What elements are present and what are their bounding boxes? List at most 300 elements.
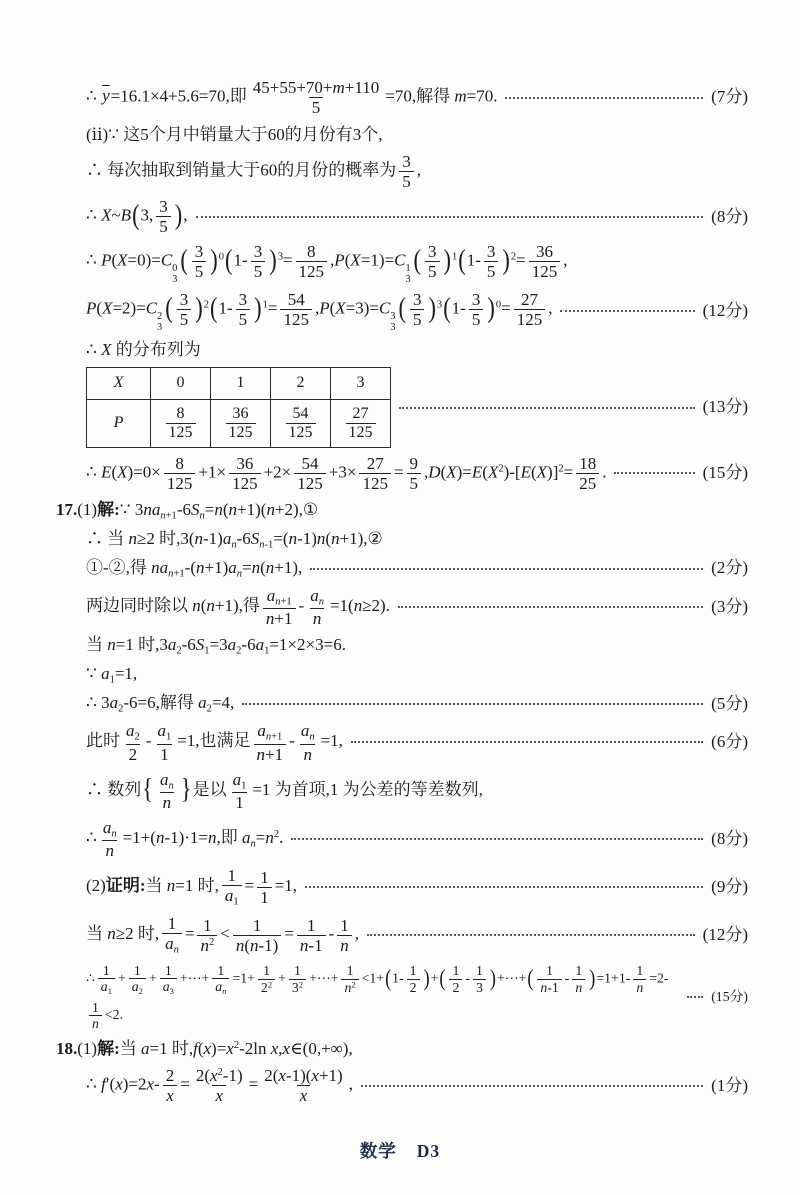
fraction <box>473 963 486 995</box>
math-text: 1 <box>217 962 225 978</box>
big-delimiter: ) <box>423 964 430 991</box>
score-label: (1分) <box>711 1075 748 1095</box>
score-label: (12分) <box>702 301 748 321</box>
subscript: 3 <box>405 274 411 286</box>
math-text: n <box>92 1016 99 1032</box>
denominator <box>280 309 312 329</box>
formula <box>86 240 568 286</box>
math-text: 1 <box>260 867 269 887</box>
denominator <box>309 97 324 117</box>
math-text: = <box>248 1074 259 1094</box>
solution-line <box>86 864 748 910</box>
denominator: 125 <box>346 423 376 442</box>
fraction <box>163 1066 178 1105</box>
table-wrap <box>86 365 391 450</box>
fraction <box>89 1000 102 1032</box>
math-text: 125 <box>166 473 193 493</box>
math-text: ①-②,得 na <box>86 557 169 577</box>
math-text: 2 <box>260 979 268 995</box>
fraction <box>233 916 282 955</box>
solution-line <box>86 336 748 363</box>
math-text: , <box>563 250 568 270</box>
denominator <box>129 978 146 996</box>
numerator <box>518 290 541 309</box>
math-text: a <box>266 586 276 605</box>
superscript: 2 <box>217 1067 223 1079</box>
solution-line <box>86 961 748 1034</box>
math-text: 5 <box>402 172 411 192</box>
fraction <box>469 290 484 329</box>
superscript: 2 <box>208 937 215 949</box>
math-text: 3 <box>159 197 168 217</box>
score-label: (8分) <box>711 206 748 226</box>
numerator <box>298 721 318 743</box>
subscript: n <box>173 945 179 957</box>
score-label: (15分) <box>702 463 748 483</box>
fraction <box>572 963 585 995</box>
math-text: 5 <box>253 262 263 282</box>
score-label: (3分) <box>711 597 748 617</box>
numerator <box>177 290 192 309</box>
fraction <box>129 963 146 996</box>
math-text: =4, <box>211 693 235 713</box>
math-text: , <box>354 924 359 944</box>
score-label: (7分) <box>711 87 748 107</box>
numerator <box>250 78 383 97</box>
denominator <box>294 473 326 493</box>
fraction <box>294 454 326 493</box>
denominator <box>449 979 462 995</box>
numerator <box>285 290 308 309</box>
denominator <box>537 979 561 995</box>
math-text: 1 <box>409 963 417 979</box>
math-text: a <box>300 721 310 741</box>
numerator <box>469 290 484 309</box>
math-text: - <box>298 596 305 616</box>
formula <box>86 634 346 657</box>
score-label: (13分) <box>702 397 748 417</box>
table-cell: 3 <box>331 368 391 400</box>
math-text: -6=6,解得 a <box>123 693 207 713</box>
formula <box>86 584 390 630</box>
math-text: a <box>310 586 319 605</box>
formula <box>86 768 483 814</box>
denominator <box>633 979 646 995</box>
math-text: =1(n≥2). <box>329 596 390 616</box>
table-cell <box>151 400 211 448</box>
math-text: 3 <box>471 290 481 310</box>
denominator <box>572 979 585 995</box>
math-text: - <box>564 970 570 986</box>
subscript: 1 <box>241 780 247 792</box>
bold-text: 解: <box>97 499 120 519</box>
superscript: 2 <box>351 978 356 989</box>
big-delimiter: ( <box>443 291 451 324</box>
denominator <box>407 979 420 995</box>
solution-line <box>86 288 748 334</box>
score-label: (8分) <box>711 828 748 848</box>
math-text: 3 <box>402 152 411 172</box>
math-text: =n(n+1)(n+2),① <box>204 499 319 519</box>
subscript: n <box>250 838 256 850</box>
math-text: =1×2×3=6. <box>269 635 346 655</box>
fraction <box>261 1066 346 1105</box>
math-text: =2- <box>649 970 669 986</box>
math-text: 125 <box>297 473 323 493</box>
denominator <box>484 261 499 281</box>
solution-line <box>86 240 748 286</box>
solution-line <box>86 1064 748 1107</box>
math-text: 此时 <box>86 731 120 751</box>
denominator <box>251 261 266 281</box>
superscript: 3 <box>390 310 396 322</box>
fraction <box>341 963 358 995</box>
math-text: 125 <box>232 473 258 493</box>
math-text: 1 <box>546 963 554 979</box>
math-text: 1 <box>235 792 244 812</box>
numerator <box>533 242 556 261</box>
math-text: n <box>303 744 312 764</box>
bold-text: 解: <box>97 1038 120 1058</box>
fraction <box>633 963 646 995</box>
numerator <box>543 963 556 978</box>
math-text: 1 <box>260 887 269 907</box>
fraction <box>296 242 328 281</box>
math-text: 1 <box>227 866 236 886</box>
binomial-indices <box>172 263 177 286</box>
math-text: n <box>312 609 322 629</box>
fraction <box>254 721 287 763</box>
math-text: 3 <box>475 979 483 995</box>
math-text: , <box>416 160 421 180</box>
fraction <box>337 916 352 955</box>
denominator: 125 <box>286 423 316 442</box>
math-text: ∵ a <box>86 664 110 684</box>
math-text: a <box>160 769 169 789</box>
numerator <box>261 1066 346 1085</box>
big-delimiter: ( <box>132 198 140 231</box>
superscript: 2 <box>157 310 163 322</box>
fraction <box>154 721 174 763</box>
fraction <box>164 454 196 493</box>
fraction <box>222 866 242 908</box>
subscript: n-1 <box>259 539 274 551</box>
math-text: a <box>215 979 223 995</box>
numerator <box>156 197 171 216</box>
math-text: a <box>100 979 108 995</box>
math-text: 5 <box>486 262 496 282</box>
math-text: 2(x-1)(x+1) <box>264 1066 343 1086</box>
numerator <box>192 242 207 261</box>
fraction <box>230 770 250 812</box>
math-text: -1) <box>222 1066 243 1086</box>
solution-line <box>86 768 748 814</box>
math-text: -(n+1)a <box>184 557 237 577</box>
math-text: 1 <box>203 915 212 935</box>
denominator <box>89 1015 102 1031</box>
fraction <box>529 242 561 281</box>
fraction <box>156 197 171 236</box>
fraction <box>307 586 327 628</box>
table-row <box>87 400 391 448</box>
big-delimiter: ( <box>209 291 218 324</box>
numerator <box>123 721 143 743</box>
big-delimiter: ) <box>269 243 277 276</box>
math-text: - <box>328 924 335 944</box>
solution-line <box>86 632 748 659</box>
formula <box>56 499 318 522</box>
math-text: a <box>257 721 266 741</box>
math-text: a <box>224 886 234 906</box>
math-text: - <box>465 970 470 986</box>
numerator <box>193 1066 246 1085</box>
math-text: 5 <box>409 473 419 493</box>
subscript: 2 <box>236 645 242 657</box>
table-cell: P <box>87 400 151 448</box>
math-text: <1+ <box>361 970 385 986</box>
fraction <box>410 290 425 329</box>
solution-line <box>56 1035 748 1062</box>
formula <box>86 816 283 862</box>
math-text: 5 <box>194 262 204 282</box>
math-text: =1, <box>274 876 298 896</box>
big-delimiter: ) <box>174 198 183 231</box>
numerator <box>154 721 174 743</box>
subscript: 1 <box>233 896 239 908</box>
dotted-leader <box>367 934 695 936</box>
solution-line <box>86 816 748 862</box>
denominator <box>289 979 306 995</box>
math-text: -6S <box>176 499 200 519</box>
dotted-leader <box>351 741 703 743</box>
denominator <box>425 261 440 281</box>
numerator <box>299 454 322 473</box>
subscript: n <box>168 780 174 792</box>
numerator <box>214 963 227 978</box>
math-text: 3 <box>238 290 248 310</box>
math-text: +⋯+ <box>179 970 210 986</box>
math-text: 9 <box>409 453 419 473</box>
superscript: 2 <box>267 978 273 989</box>
superscript: 3 <box>436 299 443 311</box>
fraction <box>346 405 376 442</box>
numerator <box>100 818 120 840</box>
numerator <box>291 963 304 978</box>
fraction <box>160 963 177 996</box>
dotted-leader <box>305 886 703 888</box>
math-text: n <box>344 979 352 995</box>
distribution-table <box>86 367 391 448</box>
bold-text: 18. <box>56 1038 78 1058</box>
superscript: 0 <box>495 299 502 311</box>
fraction <box>192 242 207 281</box>
dotted-leader <box>242 703 703 705</box>
numerator <box>449 963 462 978</box>
math-text: 1 <box>340 915 349 935</box>
denominator <box>126 744 141 764</box>
big-delimiter: } <box>180 772 192 805</box>
bold-text: 17. <box>56 499 78 519</box>
subscript: n+1 <box>265 731 283 743</box>
math-text: + <box>148 970 157 986</box>
numerator <box>364 454 387 473</box>
binomial-indices <box>157 311 162 334</box>
math-text: (ⅱ)∵ 这5个月中销量大于60的月份有3个, <box>86 124 383 144</box>
math-text: 2 <box>452 979 460 995</box>
superscript: 2 <box>510 251 517 263</box>
numerator: 8 <box>176 405 185 423</box>
math-text: 36 <box>536 242 554 262</box>
math-text: 5 <box>159 217 168 237</box>
math-text: =n <box>255 827 274 847</box>
math-text: 3 <box>412 290 422 310</box>
dotted-leader <box>505 97 703 99</box>
math-text: = <box>180 1074 190 1094</box>
superscript: 2 <box>203 299 209 311</box>
superscript: 2 <box>273 829 280 841</box>
numerator <box>484 242 499 261</box>
solution-line <box>86 912 748 958</box>
math-text: 54 <box>301 453 319 473</box>
math-text: , <box>183 205 188 225</box>
math-text: - <box>289 731 295 751</box>
fraction <box>229 454 261 493</box>
solution-line <box>86 195 748 238</box>
math-text: 3, <box>140 205 154 225</box>
fraction <box>251 242 266 281</box>
math-text: (1) <box>77 499 98 519</box>
math-text: 3 <box>253 242 263 262</box>
subscript: n <box>222 986 227 997</box>
math-text: 1 <box>160 744 169 764</box>
math-text: a <box>232 769 242 789</box>
fraction <box>280 290 312 329</box>
math-text: a <box>126 721 135 741</box>
math-text: 125 <box>531 262 558 282</box>
numerator <box>264 586 295 608</box>
denominator <box>310 608 325 628</box>
math-text: +⋯+ <box>309 970 339 986</box>
math-text: = <box>282 250 293 270</box>
math-text: +3× <box>328 462 357 482</box>
numerator <box>251 242 266 261</box>
table-cell: X <box>87 368 151 400</box>
math-text: 1 <box>346 963 354 979</box>
formula <box>86 195 188 238</box>
numerator <box>230 770 250 792</box>
subscript: n <box>236 568 242 580</box>
math-text: x <box>299 1086 308 1106</box>
fraction <box>98 963 115 996</box>
superscript: 2 <box>233 1040 240 1052</box>
math-text: =1, <box>114 664 138 684</box>
formula <box>86 912 359 958</box>
big-delimiter: ( <box>385 964 392 991</box>
math-text: n <box>200 935 209 955</box>
math-text: =1+ <box>232 970 255 986</box>
math-text: n <box>636 979 644 995</box>
big-delimiter: { <box>142 772 154 805</box>
math-text: 2 <box>165 1066 175 1086</box>
math-text: =1+1- <box>596 970 631 986</box>
denominator <box>473 979 486 995</box>
math-text: =1+(n-1)·1=n,即 a <box>122 827 251 847</box>
math-text: n <box>105 841 114 861</box>
math-text: 1 <box>92 999 99 1015</box>
numerator <box>131 963 144 978</box>
math-text: 125 <box>362 473 388 493</box>
formula <box>86 339 201 361</box>
subscript: 2 <box>138 986 143 997</box>
fraction <box>162 914 182 956</box>
numerator: 36 <box>232 405 249 423</box>
math-text: 1 <box>133 962 141 978</box>
denominator <box>177 309 192 329</box>
math-text: 1 <box>575 963 583 979</box>
footer-code: D3 <box>416 1141 441 1162</box>
math-text: ,P(X=3)=C <box>314 298 391 318</box>
math-text: ∴ P(X=0)=C <box>86 250 173 270</box>
math-text: 8 <box>307 242 316 262</box>
math-text: =1, <box>320 731 343 751</box>
fraction <box>250 78 383 117</box>
subscript: 1 <box>107 986 112 997</box>
numerator <box>337 916 352 935</box>
fraction <box>286 405 316 442</box>
numerator <box>304 242 319 261</box>
numerator <box>162 963 175 978</box>
fraction <box>449 963 462 995</box>
math-text: 1- <box>218 298 233 318</box>
math-text: 3 <box>428 242 437 262</box>
math-text: 两边同时除以 n(n+1),得 <box>86 596 260 616</box>
subscript: n <box>318 596 324 608</box>
dotted-leader <box>614 472 694 474</box>
math-text: <2. <box>104 1006 124 1022</box>
solution-line <box>86 584 748 630</box>
denominator <box>469 309 484 329</box>
superscript: 0 <box>172 262 178 274</box>
denominator <box>297 1085 311 1105</box>
math-text: - <box>145 731 152 751</box>
denominator <box>197 935 217 955</box>
big-delimiter: ) <box>443 243 451 276</box>
numerator <box>407 963 420 978</box>
superscript: 2 <box>558 463 564 475</box>
math-text: n-1 <box>299 935 323 955</box>
subscript: n+1 <box>168 568 185 580</box>
subscript: 2 <box>118 703 124 715</box>
denominator <box>576 473 599 493</box>
fraction <box>514 290 546 329</box>
fraction <box>484 242 499 281</box>
subscript: 2 <box>206 703 212 715</box>
big-delimiter: ( <box>165 291 173 324</box>
numerator <box>254 721 285 743</box>
big-delimiter: ( <box>458 243 466 276</box>
fraction <box>576 454 599 493</box>
math-text: -6S <box>181 635 205 655</box>
fraction <box>226 405 256 442</box>
binomial-indices <box>390 311 395 334</box>
denominator <box>98 978 115 996</box>
math-text: = <box>501 298 511 318</box>
denominator <box>296 261 328 281</box>
denominator <box>263 608 296 628</box>
subscript: 3 <box>172 274 178 286</box>
formula <box>86 76 497 119</box>
subscript: n+1 <box>160 510 177 522</box>
